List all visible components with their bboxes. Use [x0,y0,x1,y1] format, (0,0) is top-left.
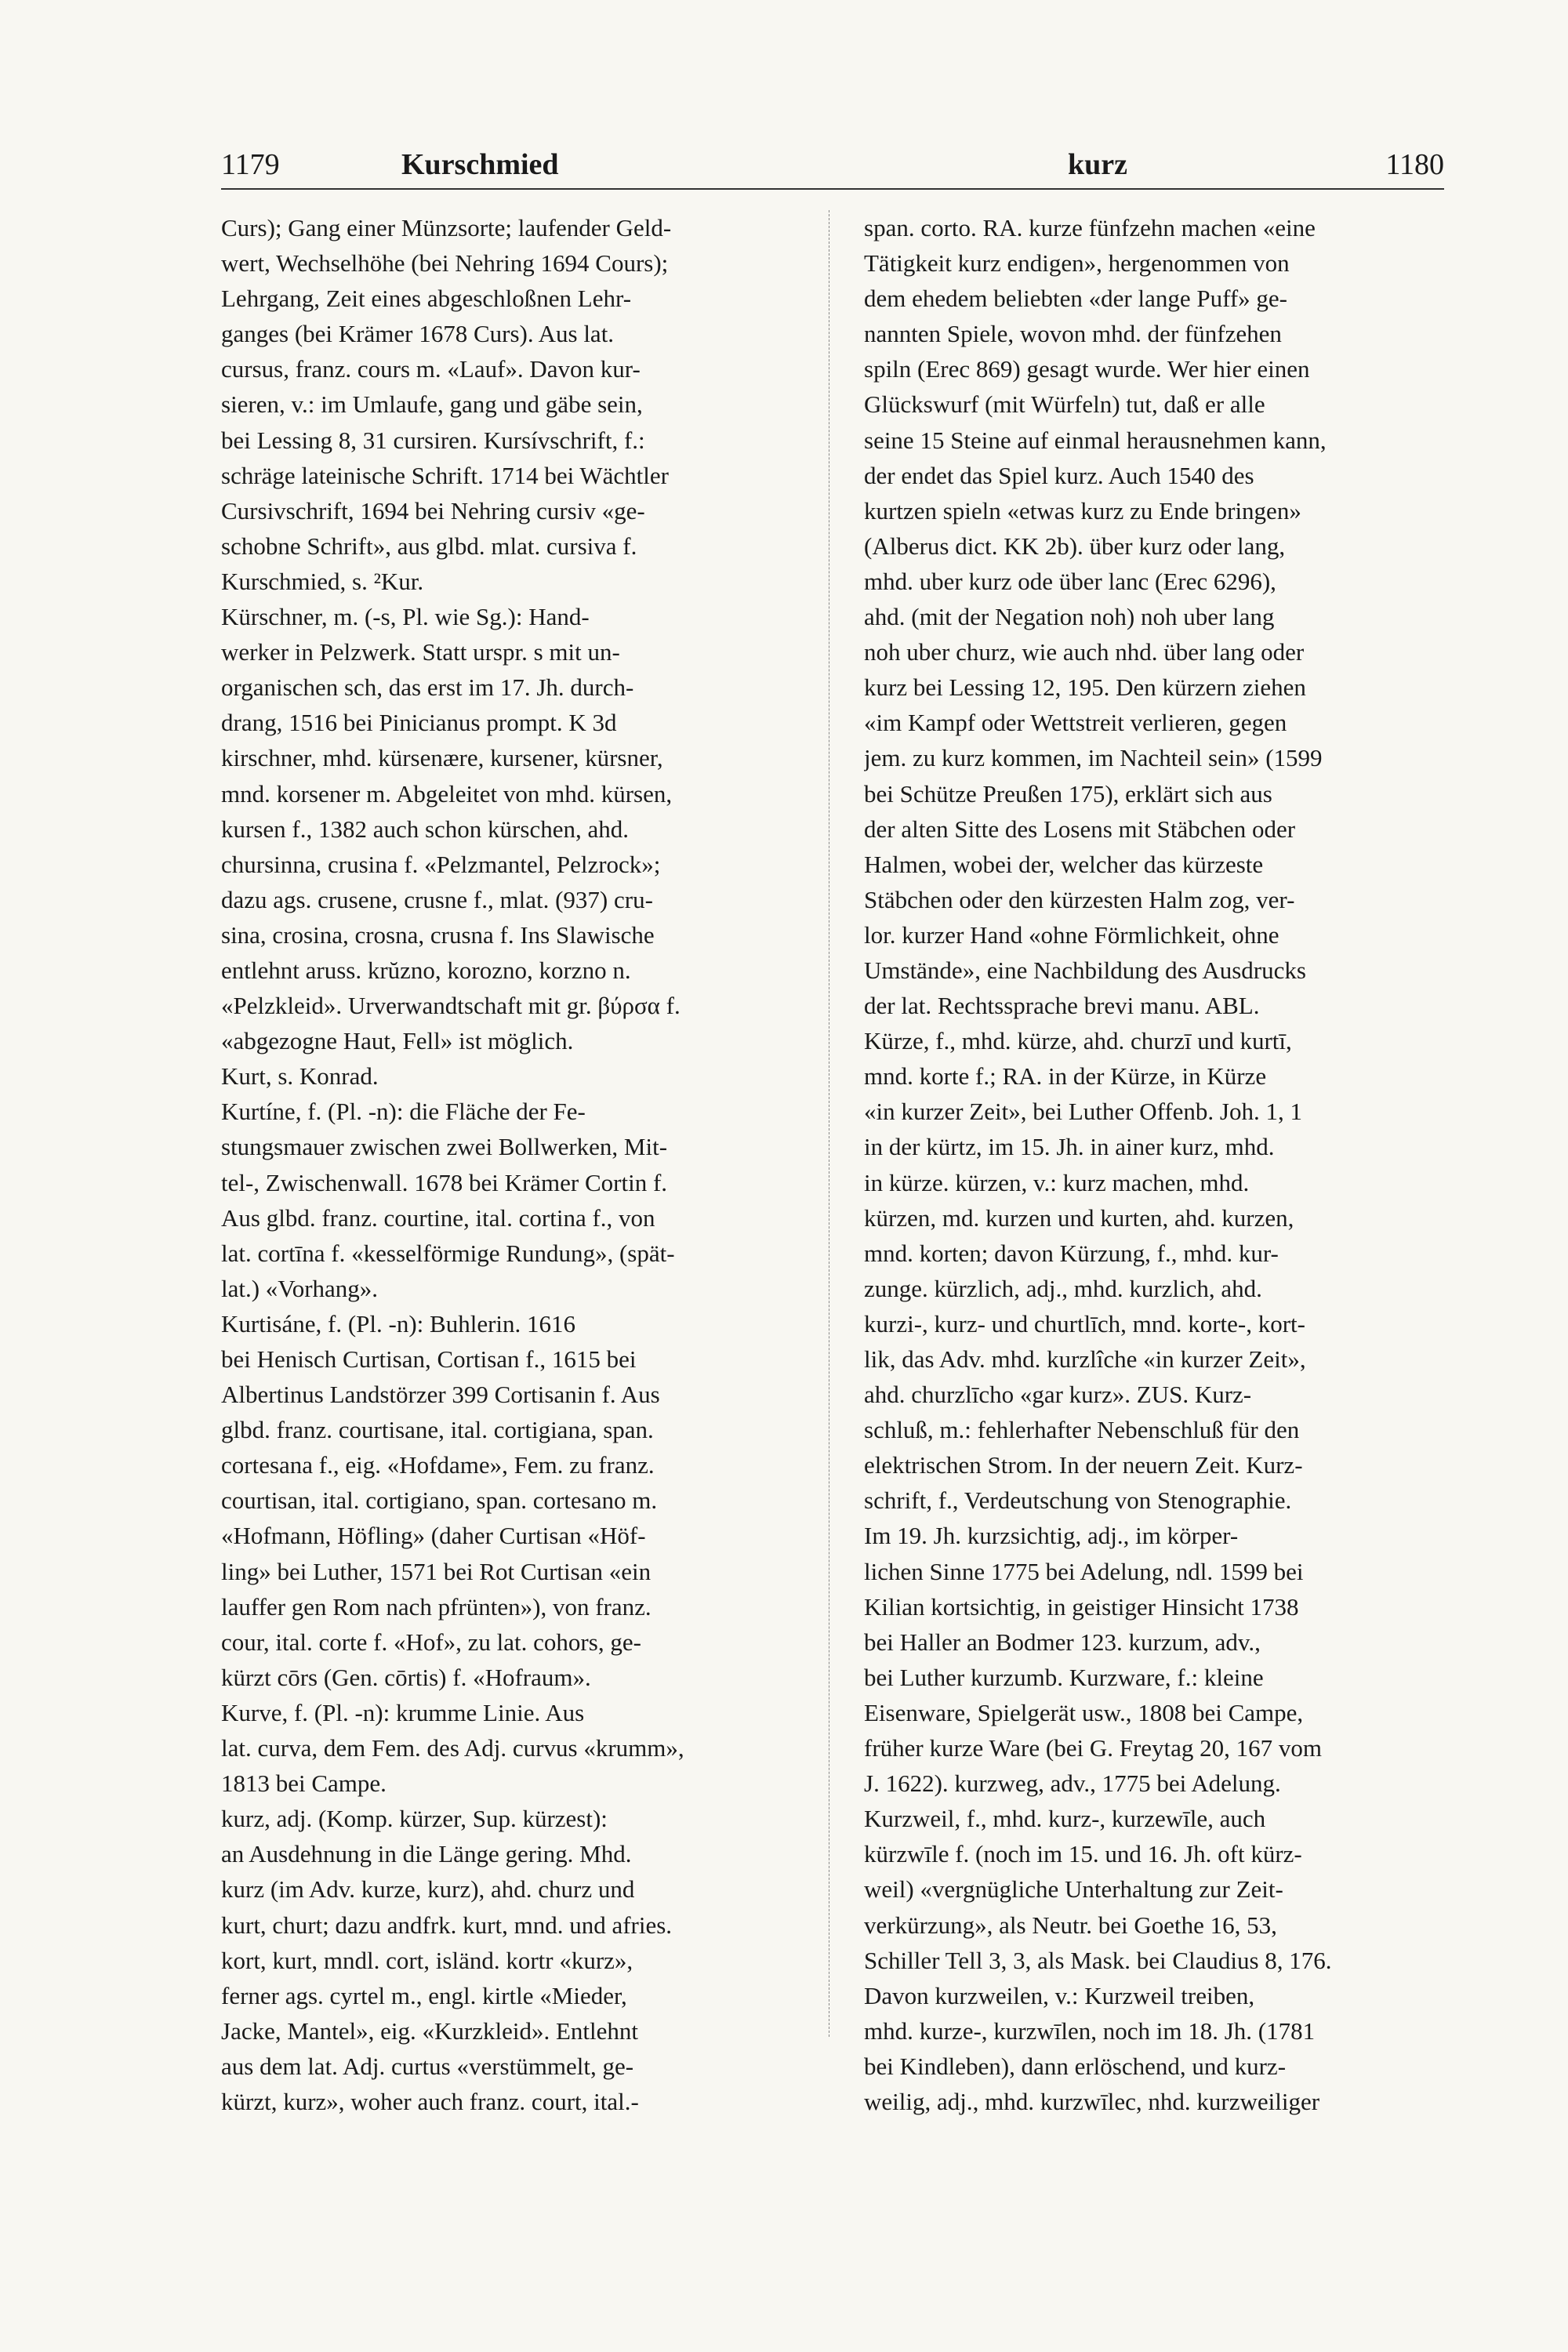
text-line: organischen sch, das erst im 17. Jh. durch- [221,673,634,702]
text-line: Davon kurzweilen, v.: Kurzweil treiben, [864,1981,1255,2009]
text-line: mnd. korsener m. Abgeleitet von mhd. kürsen, [221,779,673,808]
text-line: Kürze, f., mhd. kürze, ahd. churzī und kurtī, [864,1027,1292,1055]
text-line: span. corto. RA. kurze fünfzehn machen «eine [864,214,1316,241]
text-line: «Pelzkleid». Urverwandtschaft mit gr. βύρσα f. [221,992,681,1020]
text-line: Cursivschrift, 1694 bei Nehring cursiv «ge- [221,496,645,524]
text-line: Schiller Tell 3, 3, als Mask. bei Claudius 8, 176. [864,1946,1332,1974]
text-line: stungsmauer zwischen zwei Bollwerken, Mit- [221,1133,668,1161]
text-line: lichen Sinne 1775 bei Adelung, ndl. 1599 bei [864,1557,1304,1585]
text-line: kurzi-, kurz- und churtlīch, mnd. korte-, kort- [864,1309,1305,1338]
text-line: kürzwīle f. (noch im 15. und 16. Jh. oft kürz- [864,1840,1302,1868]
text-line: cortesana f., eig. «Hofdame», Fem. zu franz. [221,1451,655,1479]
text-line: Kürschner, m. (-s, Pl. wie Sg.): Hand- [221,603,590,631]
text-line: drang, 1516 bei Pinicianus prompt. K 3d [221,709,617,737]
text-line: mnd. korte f.; RA. in der Kürze, in Kürze [864,1062,1267,1091]
headword-right: kurz [1068,148,1127,181]
running-header [221,141,1444,190]
text-line: werker in Pelzwerk. Statt urspr. s mit un- [221,638,620,666]
text-line: bei Luther kurzumb. Kurzware, f.: kleine [864,1663,1264,1691]
text-line: Kurschmied, s. ²Kur. [221,567,424,595]
text-line: (Alberus dict. KK 2b). über kurz oder lang, [864,532,1286,560]
text-line: cour, ital. corte f. «Hof», zu lat. cohors, ge- [221,1628,641,1656]
page-number-right: 1180 [1385,148,1444,181]
text-line: Stäbchen oder den kürzesten Halm zog, ver- [864,885,1295,913]
text-line: dem ehedem beliebten «der lange Puff» ge- [864,285,1288,313]
text-line: weilig, adj., mhd. kurzwīlec, nhd. kurzweiliger [864,2087,1320,2115]
text-line: kurt, churt; dazu andfrk. kurt, mnd. und afries. [221,1911,673,1939]
text-line: nannten Spiele, wovon mhd. der fünfzehen [864,320,1282,348]
text-line: der endet das Spiel kurz. Auch 1540 des [864,461,1254,489]
text-line: Kurt, s. Konrad. [221,1062,379,1091]
text-line: Kurtíne, f. (Pl. -n): die Fläche der Fe- [221,1098,586,1126]
text-line: lat. curva, dem Fem. des Adj. curvus «krumm», [221,1734,684,1762]
text-line: Kurtisáne, f. (Pl. -n): Buhlerin. 1616 [221,1309,576,1338]
text-line: an Ausdehnung in die Länge gering. Mhd. [221,1840,632,1868]
text-line: kurz bei Lessing 12, 195. Den kürzern ziehen [864,673,1306,702]
text-line: weil) «vergnügliche Unterhaltung zur Zeit- [864,1875,1283,1904]
text-line: bei Schütze Preußen 175), erklärt sich aus [864,779,1272,808]
text-line: ahd. (mit der Negation noh) noh uber lang [864,603,1275,631]
text-line: kürzt, kurz», woher auch franz. court, ital.- [221,2087,639,2115]
text-line: wert, Wechselhöhe (bei Nehring 1694 Cours); [221,249,669,278]
text-line: entlehnt aruss. krŭzno, korozno, korzno n. [221,956,631,984]
text-line: jem. zu kurz kommen, im Nachteil sein» (1599 [864,744,1323,772]
text-line: seine 15 Steine auf einmal herausnehmen kann, [864,426,1327,454]
text-line: sieren, v.: im Umlaufe, gang und gäbe sein, [221,390,643,419]
text-line: in kürze. kürzen, v.: kurz machen, mhd. [864,1168,1250,1196]
text-line: Eisenware, Spielgerät usw., 1808 bei Campe, [864,1698,1304,1726]
text-line: cursus, franz. cours m. «Lauf». Davon kur- [221,355,641,383]
text-line: noh uber churz, wie auch nhd. über lang oder [864,638,1305,666]
text-line: J. 1622). kurzweg, adv., 1775 bei Adelung. [864,1769,1281,1798]
text-line: chursinna, crusina f. «Pelzmantel, Pelzrock»; [221,850,661,878]
text-line: ahd. churzlīcho «gar kurz». ZUS. Kurz- [864,1381,1252,1409]
text-line: elektrischen Strom. In der neuern Zeit. Kurz- [864,1451,1303,1479]
text-line: ferner ags. cyrtel m., engl. kirtle «Mieder, [221,1981,627,2009]
text-line: ganges (bei Krämer 1678 Curs). Aus lat. [221,320,615,348]
text-line: kurz (im Adv. kurze, kurz), ahd. churz und [221,1875,635,1904]
right-column [864,210,1440,2119]
text-line: glbd. franz. courtisane, ital. cortigiana, span. [221,1416,654,1444]
text-line: kort, kurt, mndl. cort, isländ. kortr «kurz», [221,1946,633,1974]
text-line: lik, das Adv. mhd. kurzlîche «in kurzer Zeit», [864,1345,1306,1373]
text-line: kirschner, mhd. kürsenære, kursener, kürsner, [221,744,663,772]
text-line: Im 19. Jh. kurzsichtig, adj., im körper- [864,1522,1239,1550]
text-line: kurtzen spieln «etwas kurz zu Ende bringen» [864,496,1301,524]
text-line: «in kurzer Zeit», bei Luther Offenb. Joh. 1, 1 [864,1098,1302,1126]
text-line: der lat. Rechtssprache brevi manu. ABL. [864,992,1260,1020]
text-line: Tätigkeit kurz endigen», hergenommen von [864,249,1290,278]
text-line: bei Lessing 8, 31 cursiren. Kursívschrift, f.: [221,426,645,454]
text-line: Umstände», eine Nachbildung des Ausdrucks [864,956,1306,984]
text-line: aus dem lat. Adj. curtus «verstümmelt, ge- [221,2052,634,2080]
text-line: lat.) «Vorhang». [221,1274,379,1302]
text-line: lor. kurzer Hand «ohne Förmlichkeit, ohne [864,920,1279,949]
text-line: kürzen, md. kurzen und kurten, ahd. kurzen, [864,1203,1294,1232]
text-line: Lehrgang, Zeit eines abgeschloßnen Lehr- [221,285,632,313]
text-line: mnd. korten; davon Kürzung, f., mhd. kur- [864,1239,1279,1267]
headword-left: Kurschmied [401,148,559,181]
text-line: schobne Schrift», aus glbd. mlat. cursiva f. [221,532,637,560]
text-line: 1813 bei Campe. [221,1769,387,1798]
text-line: mhd. uber kurz ode über lanc (Erec 6296), [864,567,1276,595]
left-column [221,210,797,2119]
text-line: «abgezogne Haut, Fell» ist möglich. [221,1027,574,1055]
text-line: Curs); Gang einer Münzsorte; laufender Geld- [221,214,672,241]
text-line: bei Haller an Bodmer 123. kurzum, adv., [864,1628,1261,1656]
text-line: früher kurze Ware (bei G. Freytag 20, 167 vom [864,1734,1323,1762]
text-line: verkürzung», als Neutr. bei Goethe 16, 53, [864,1911,1277,1939]
text-line: Halmen, wobei der, welcher das kürzeste [864,850,1264,878]
text-line: «im Kampf oder Wettstreit verlieren, gegen [864,709,1287,737]
text-line: dazu ags. crusene, crusne f., mlat. (937) cru- [221,885,653,913]
text-line: mhd. kurze-, kurzwīlen, noch im 18. Jh. (1781 [864,2016,1316,2045]
text-line: lauffer gen Rom nach pfrünten»), von franz. [221,1592,652,1621]
text-line: tel-, Zwischenwall. 1678 bei Krämer Cortin f. [221,1168,668,1196]
text-line: schräge lateinische Schrift. 1714 bei Wächtler [221,461,669,489]
text-line: schluß, m.: fehlerhafter Nebenschluß für den [864,1416,1300,1444]
text-line: bei Kindleben), dann erlöschend, und kurz- [864,2052,1287,2080]
text-line: bei Henisch Curtisan, Cortisan f., 1615 bei [221,1345,637,1373]
text-line: Albertinus Landstörzer 399 Cortisanin f. Aus [221,1381,660,1409]
text-line: lat. cortīna f. «kesselförmige Rundung», (spät- [221,1239,675,1267]
text-line: kürzt cōrs (Gen. cōrtis) f. «Hofraum». [221,1663,591,1691]
text-line: der alten Sitte des Losens mit Stäbchen oder [864,815,1296,843]
text-line: Kurve, f. (Pl. -n): krumme Linie. Aus [221,1698,585,1726]
text-line: «Hofmann, Höfling» (daher Curtisan «Höf- [221,1522,646,1550]
text-line: Kurzweil, f., mhd. kurz-, kurzewīle, auch [864,1805,1266,1833]
text-line: kursen f., 1382 auch schon kürschen, ahd. [221,815,629,843]
text-line: ling» bei Luther, 1571 bei Rot Curtisan «ein [221,1557,652,1585]
text-line: zunge. kürzlich, adj., mhd. kurzlich, ahd. [864,1274,1262,1302]
text-line: Aus glbd. franz. courtine, ital. cortina f., von [221,1203,655,1232]
text-line: schrift, f., Verdeutschung von Stenographie. [864,1486,1292,1515]
text-line: Glückswurf (mit Würfeln) tut, daß er alle [864,390,1265,419]
text-line: courtisan, ital. cortigiano, span. cortesano m. [221,1486,658,1515]
text-line: kurz, adj. (Komp. kürzer, Sup. kürzest): [221,1805,608,1833]
text-line: spiln (Erec 869) gesagt wurde. Wer hier einen [864,355,1310,383]
page-number-left: 1179 [221,148,280,181]
text-line: sina, crosina, crosna, crusna f. Ins Slawische [221,920,655,949]
text-line: Jacke, Mantel», eig. «Kurzkleid». Entlehnt [221,2016,639,2045]
text-line: Kilian kortsichtig, in geistiger Hinsicht 1738 [864,1592,1299,1621]
text-line: in der kürtz, im 15. Jh. in ainer kurz, mhd. [864,1133,1275,1161]
